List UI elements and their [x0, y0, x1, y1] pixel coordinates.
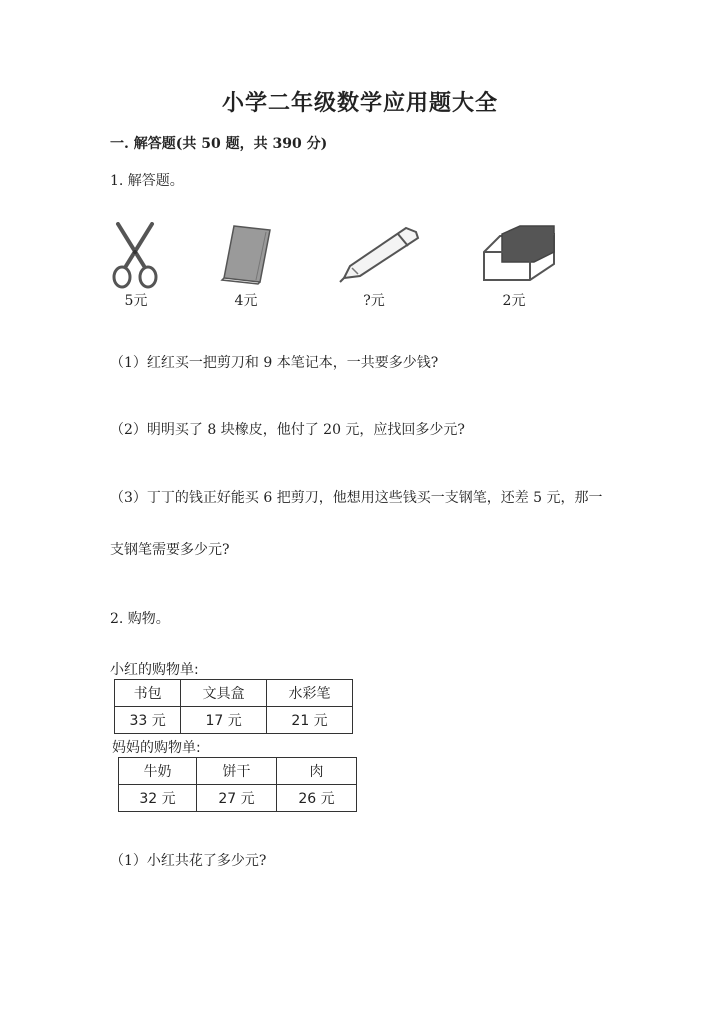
- table-cell: 32 元: [119, 785, 197, 812]
- question-1-sub-2: （2）明明买了 8 块橡皮，他付了 20 元，应找回多少元?: [110, 422, 465, 438]
- section-heading: 一. 解答题(共 50 题，共 390 分): [110, 136, 328, 152]
- question-1-sub-3-cont: 支钢笔需要多少元?: [110, 542, 230, 558]
- table-cell: 21 元: [267, 707, 353, 734]
- pen-icon: [336, 222, 422, 288]
- table-cell: 26 元: [277, 785, 357, 812]
- table-cell: 33 元: [115, 707, 181, 734]
- shopping-list-1-table: [114, 679, 353, 734]
- table-header-cell: 牛奶: [119, 758, 197, 785]
- question-1-sub-3: （3）丁丁的钱正好能买 6 把剪刀，他想用这些钱买一支钢笔，还差 5 元，那一: [110, 490, 603, 506]
- pen-price: ?元: [363, 293, 385, 309]
- table-header-cell: 水彩笔: [267, 680, 353, 707]
- eraser-price: 2元: [502, 293, 526, 309]
- question-1-sub-1: （1）红红买一把剪刀和 9 本笔记本，一共要多少钱?: [110, 355, 439, 371]
- question-1-label: 1. 解答题。: [110, 173, 184, 189]
- table-header-cell: 书包: [115, 680, 181, 707]
- table-header-cell: 肉: [277, 758, 357, 785]
- question-2-sub-1: （1）小红共花了多少元?: [110, 853, 267, 869]
- shopping-list-2-table: [118, 757, 357, 812]
- table-header-cell: 饼干: [197, 758, 277, 785]
- scissors-price: 5元: [124, 293, 148, 309]
- table-header-cell: 文具盒: [181, 680, 267, 707]
- table-cell: 17 元: [181, 707, 267, 734]
- notebook-price: 4元: [234, 293, 258, 309]
- page-title: 小学二年级数学应用题大全: [221, 90, 498, 116]
- table-cell: 27 元: [197, 785, 277, 812]
- shopping-list-1-title: 小红的购物单:: [110, 662, 199, 678]
- question-2-label: 2. 购物。: [110, 611, 170, 627]
- eraser-icon: [480, 222, 558, 288]
- notebook-icon: [216, 222, 276, 290]
- scissors-icon: [110, 222, 160, 294]
- shopping-list-2-title: 妈妈的购物单:: [112, 740, 201, 756]
